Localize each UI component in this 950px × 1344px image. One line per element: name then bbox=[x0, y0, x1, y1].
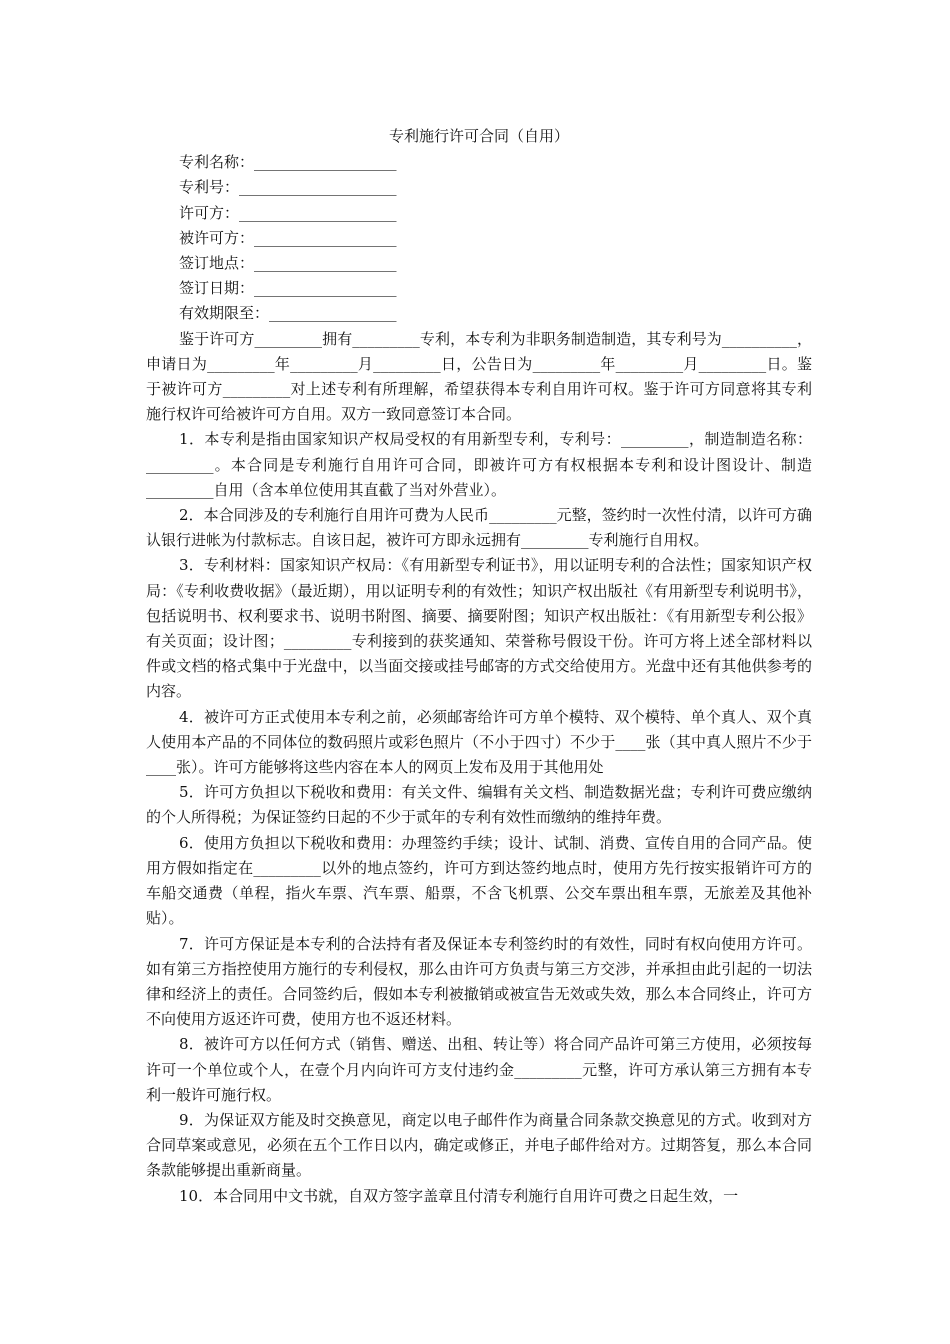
paragraph-clause-7: 7．许可方保证是本专利的合法持有者及保证本专利签约时的有效性，同时有权向使用方许可。如有第三方指控使用方施行的专利侵权，那么由许可方负责与第三方交涉，并承担由此引起的一切法律和经济上的责任。合同签约后，假如本专利被撤销或被宣告无效或失效，那么本合同终止，许可方不向使用方返还许可费，使用方也不返还材料。 bbox=[146, 934, 812, 1029]
paragraph-clause-9: 9．为保证双方能及时交换意见，商定以电子邮件作为商量合同条款交换意见的方式。收到对方合同草案或意见，必须在五个工作日以内，确定或修正，并电子邮件给对方。过期答复，那么本合同条款能够提出重新商量。 bbox=[146, 1110, 812, 1180]
paragraph-clause-4: 4．被许可方正式使用本专利之前，必须邮寄给许可方单个模特、双个模特、单个真人、双个真人使用本产品的不同体位的数码照片或彩色照片（不小于四寸）不少于____张（其中真人照片不少于____张）。许可方能够将这些内容在本人的网页上发布及用于其他用处 bbox=[146, 707, 812, 777]
field-valid-until: 有效期限至：_________________ bbox=[179, 304, 397, 323]
paragraph-clause-8: 8．被许可方以任何方式（销售、赠送、出租、转让等）将合同产品许可第三方使用，必须按每许可一个单位或个人，在壹个月内向许可方支付违约金_________元整，许可方承认第三方拥有本专利一般许可施行权。 bbox=[146, 1035, 812, 1104]
field-patent-number: 专利号：_____________________ bbox=[179, 178, 397, 197]
paragraph-clause-5: 5．许可方负担以下税收和费用：有关文件、编辑有关文档、制造数据光盘；专利许可费应缴纳的个人所得税；为保证签约日起的不少于贰年的专利有效性而缴纳的维持年费。 bbox=[146, 783, 812, 827]
paragraph-clause-3: 3．专利材料：国家知识产权局：《有用新型专利证书》，用以证明专利的合法性；国家知识产权局：《专利收费收据》（最近期），用以证明专利的有效性；知识产权出版社《有用新型专利说明书》，包括说明书、权利要求书、说明书附图、摘要、摘要附图；知识产权出版社：《有用新型专利公报》有关页面；设计图；_________专利接到的获奖通知、荣誉称号假设干份。许可方将上述全部材料以件或文档的格式集中于光盘中，以当面交接或挂号邮寄的方式交给使用方。光盘中还有其他供参考的内容。 bbox=[146, 556, 812, 701]
field-signing-date: 签订日期：___________________ bbox=[179, 279, 397, 298]
field-licensor: 许可方：_____________________ bbox=[179, 203, 397, 222]
document-body bbox=[146, 124, 812, 1209]
paragraph-clause-1: 1．本专利是指由国家知识产权局受权的有用新型专利，专利号：_________，制造制造名称：_________。本合同是专利施行自用许可合同，即被许可方有权根据本专利和设计图设计、制造_________自用（含本单位使用其直截了当对外营业）。 bbox=[146, 430, 812, 499]
field-licensee: 被许可方：___________________ bbox=[179, 228, 397, 247]
paragraph-clause-10: 10．本合同用中文书就，自双方签字盖章且付清专利施行自用许可费之日起生效，一 bbox=[179, 1186, 739, 1205]
field-signing-place: 签订地点：___________________ bbox=[179, 254, 397, 273]
document-title: 专利施行许可合同（自用） bbox=[388, 127, 569, 145]
paragraph-clause-2: 2．本合同涉及的专利施行自用许可费为人民币_________元整，签约时一次性付清，以许可方确认银行进帐为付款标志。自该日起，被许可方即永远拥有_________专利施行自用权。 bbox=[146, 506, 812, 550]
paragraph-clause-6: 6．使用方负担以下税收和费用：办理签约手续；设计、试制、消费、宣传自用的合同产品。使用方假如指定在_________以外的地点签约，许可方到达签约地点时，使用方先行按实报销许可方的车船交通费（单程，指火车票、汽车票、船票，不含飞机票、公交车票出租车票，无旅差及其他补贴）。 bbox=[146, 833, 812, 928]
field-patent-name: 专利名称：___________________ bbox=[179, 153, 397, 172]
paragraph-preamble: 鉴于许可方_________拥有_________专利，本专利为非职务制造制造，其专利号为__________，申请日为_________年_________月_________日，公告日为_________年_________月_________日。鉴于被许可方_________对上述专利有所理解，希望获得本专利自用许可权。鉴于许可方同意将其专利施行权许可给被许可方自用。双方一致同意签订本合同。 bbox=[146, 329, 812, 424]
